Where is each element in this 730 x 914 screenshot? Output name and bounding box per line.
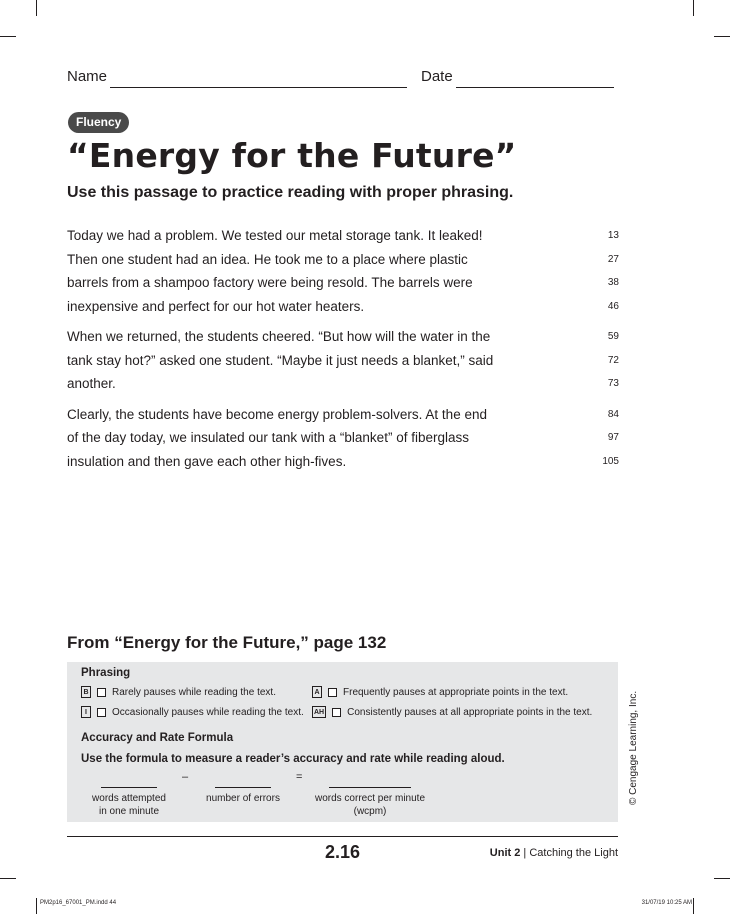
rating-option-b[interactable] [81,686,276,698]
word-count: 72 [607,354,619,366]
rating-checkbox[interactable] [328,688,337,697]
formula-heading: Accuracy and Rate Formula [81,732,234,744]
word-count: 27 [607,253,619,265]
word-count: 105 [602,455,619,467]
rating-checkbox[interactable] [97,708,106,717]
caption-line: in one minute [98,806,160,817]
date-field[interactable] [456,87,614,88]
rating-option-i[interactable] [81,706,304,718]
caption-line: words correct per minute [314,793,426,804]
phrasing-heading: Phrasing [81,667,131,679]
name-field[interactable] [110,87,407,88]
crop-mark [693,898,694,914]
passage-line [67,325,619,349]
crop-mark [36,898,37,914]
word-count: 59 [607,331,619,342]
word-count: 46 [607,300,619,312]
line-text: When we returned, the students cheered. “But how will the water in the [67,329,491,344]
unit-separator: | [520,847,530,859]
wcpm-blank[interactable] [329,787,411,788]
rating-option-ah[interactable] [312,706,592,718]
assessment-source-heading: From “Energy for the Future,” page 132 [67,633,387,652]
page-number: 2.16 [325,842,361,862]
passage-line [67,248,619,272]
passage-paragraph [67,224,619,318]
line-text: barrels from a shampoo factory were being resold. The barrels were [67,275,473,290]
formula-instruction: Use the formula to measure a reader’s accuracy and rate while reading aloud. [81,753,505,765]
line-text: Today we had a problem. We tested our metal storage tank. It leaked! [67,228,483,243]
words-attempted-blank[interactable] [101,787,157,788]
rating-text: Frequently pauses at appropriate points in the text. [343,686,569,698]
line-text: of the day today, we insulated our tank with a “blanket” of fiberglass [67,430,469,445]
passage-line [67,349,619,373]
passage-line [67,224,619,248]
passage-line [67,426,619,450]
footer-divider [67,836,618,837]
page-title: “Energy for the Future” [67,136,517,175]
word-count: 13 [607,230,619,241]
crop-mark [36,0,37,16]
caption-line: (wcpm) [353,806,387,817]
rating-text: Consistently pauses at all appropriate points in the text. [347,706,593,718]
rating-checkbox[interactable] [332,708,341,717]
passage-paragraph [67,325,619,396]
assessment-box [67,662,618,822]
errors-caption [195,792,291,805]
crop-mark [0,36,16,37]
crop-mark [714,878,730,879]
reading-passage [67,224,619,480]
print-slug-timestamp: 31/07/19 10:25 AM [641,900,692,906]
rating-code: B [81,686,91,698]
words-attempted-caption [81,792,177,818]
page-subtitle: Use this passage to practice reading with proper phrasing. [67,184,514,201]
passage-line [67,450,619,474]
equals-sign: = [296,771,303,783]
crop-mark [714,36,730,37]
rating-text: Occasionally pauses while reading the text. [112,706,304,718]
date-label: Date [421,68,453,85]
passage-paragraph [67,403,619,474]
word-count: 73 [607,378,619,389]
wcpm-caption [310,792,430,818]
unit-title: Catching the Light [529,847,618,859]
unit-label [490,847,618,859]
section-tag: Fluency [68,112,129,133]
line-text: Then one student had an idea. He took me to a place where plastic [67,251,468,267]
caption-line: number of errors [206,793,280,804]
line-text: Clearly, the students have become energy problem-solvers. At the end [67,406,487,422]
crop-mark [693,0,694,16]
rating-checkbox[interactable] [97,688,106,697]
word-count: 38 [607,277,619,288]
line-text: inexpensive and perfect for our hot water heaters. [67,298,365,314]
passage-line [67,271,619,295]
print-slug-file: PM2p16_67001_PM.indd 44 [40,900,117,906]
rating-option-a[interactable] [312,686,568,698]
crop-mark [0,878,16,879]
name-label: Name [67,68,108,85]
rating-text: Rarely pauses while reading the text. [112,686,276,698]
passage-line [67,372,619,396]
errors-blank[interactable] [215,787,271,788]
word-count: 84 [607,408,619,420]
line-text: another. [67,376,116,391]
rating-code: I [81,706,91,718]
rating-code: AH [312,706,326,718]
rating-code: A [312,686,322,698]
caption-line: words attempted [92,793,166,804]
minus-sign: – [182,771,189,783]
passage-line [67,403,619,427]
unit-number: Unit 2 [489,847,521,859]
passage-line [67,295,619,319]
copyright-notice: © Cengage Learning, Inc. [628,690,639,805]
word-count: 97 [607,432,619,443]
line-text: insulation and then gave each other high-fives. [67,453,347,469]
line-text: tank stay hot?” asked one student. “Maybe it just needs a blanket,” said [67,352,494,368]
